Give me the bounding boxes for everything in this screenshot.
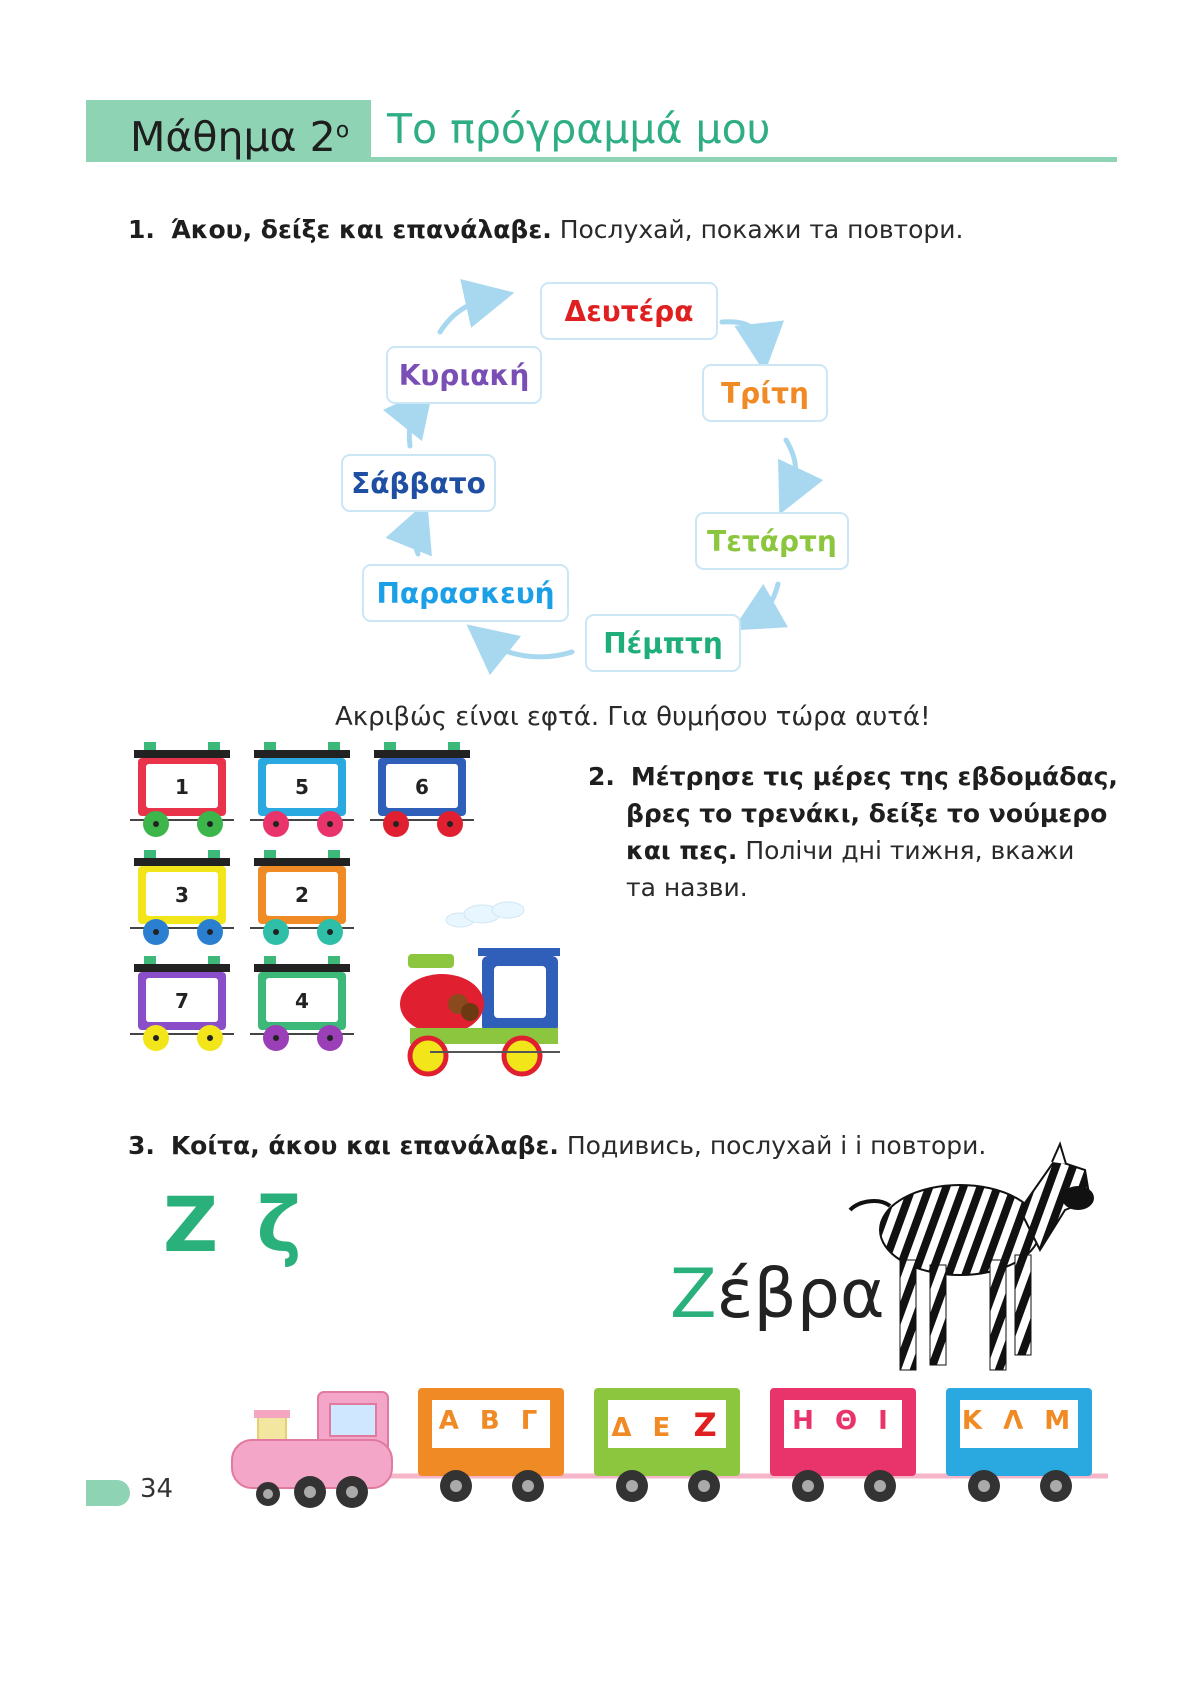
day-box-sunday: Κυριακή [386, 346, 542, 404]
wagon-1 [130, 742, 234, 837]
wagon-number: 4 [295, 989, 309, 1013]
wagon-5 [250, 742, 354, 837]
arrow-5 [415, 524, 418, 554]
day-box-saturday: Σάββατο [341, 454, 496, 512]
wagon-7 [130, 956, 234, 1051]
rhyme-text: Ακριβώς είναι εφτά. Για θυμήσου τώρα αυτά! [335, 702, 931, 732]
wagon-number: 3 [175, 883, 189, 907]
wagon-number: 2 [295, 883, 309, 907]
wagon-6 [370, 742, 474, 837]
locomotive-illustration [400, 902, 560, 1074]
alphabet-train [228, 1384, 1118, 1524]
arrow-7 [440, 298, 490, 332]
arrow-4 [486, 640, 572, 657]
alphabet-wagon-letters: Δ Ε Ζ [611, 1406, 723, 1444]
arrow-6 [409, 406, 418, 446]
wagon-number: 7 [175, 989, 189, 1013]
zebra-illustration [840, 1140, 1110, 1390]
arrow-2 [786, 440, 796, 492]
wagon-4 [250, 956, 354, 1051]
wagon-number: 1 [175, 775, 189, 799]
day-box-tuesday: Τρίτη [702, 364, 828, 422]
header-underline [371, 157, 1117, 162]
alphabet-wagon-letters: Κ Λ Μ [961, 1406, 1077, 1436]
lesson-title: Το πρόγραμμά μου [387, 105, 771, 153]
numbered-wagons [130, 742, 560, 1082]
exercise-1-instruction: 1. Άκου, δείξε και επανάλαβε. Послухай, покажи та повтори. [128, 215, 964, 244]
arrow-3 [754, 584, 778, 618]
alphabet-locomotive [232, 1392, 392, 1508]
lesson-number: Μάθημα $2^o$ [130, 113, 350, 161]
day-box-friday: Παρασκευή [362, 564, 569, 622]
day-box-wednesday: Τετάρτη [695, 512, 849, 570]
wagon-number: 5 [295, 775, 309, 799]
letter-zeta: Ζ ζ [163, 1180, 308, 1269]
alphabet-wagon-letters: Η Θ Ι [792, 1406, 894, 1436]
exercise-2-instruction: 2. Μέτρησε τις μέρες της εβδομάδας, βρες το τρενάκι, δείξε το νούμερο και πες. Полічи дні тижня, вкажи та назви. [588, 762, 1118, 902]
zebra-word: Ζέβρα [670, 1255, 885, 1334]
wagon-3 [130, 850, 234, 945]
day-box-thursday: Πέμπτη [585, 614, 741, 672]
wagon-2 [250, 850, 354, 945]
arrow-1 [722, 322, 762, 348]
page-number: 34 [140, 1474, 174, 1504]
wagon-number: 6 [415, 775, 429, 799]
alphabet-wagon-letters: Α Β Γ [438, 1406, 544, 1436]
exercise-3-instruction: 3. Κοίτα, άκου και επανάλαβε. Подивись, послухай і і повтори. [128, 1131, 987, 1160]
day-box-monday: Δευτέρα [540, 282, 718, 340]
page-number-tab [86, 1480, 130, 1506]
